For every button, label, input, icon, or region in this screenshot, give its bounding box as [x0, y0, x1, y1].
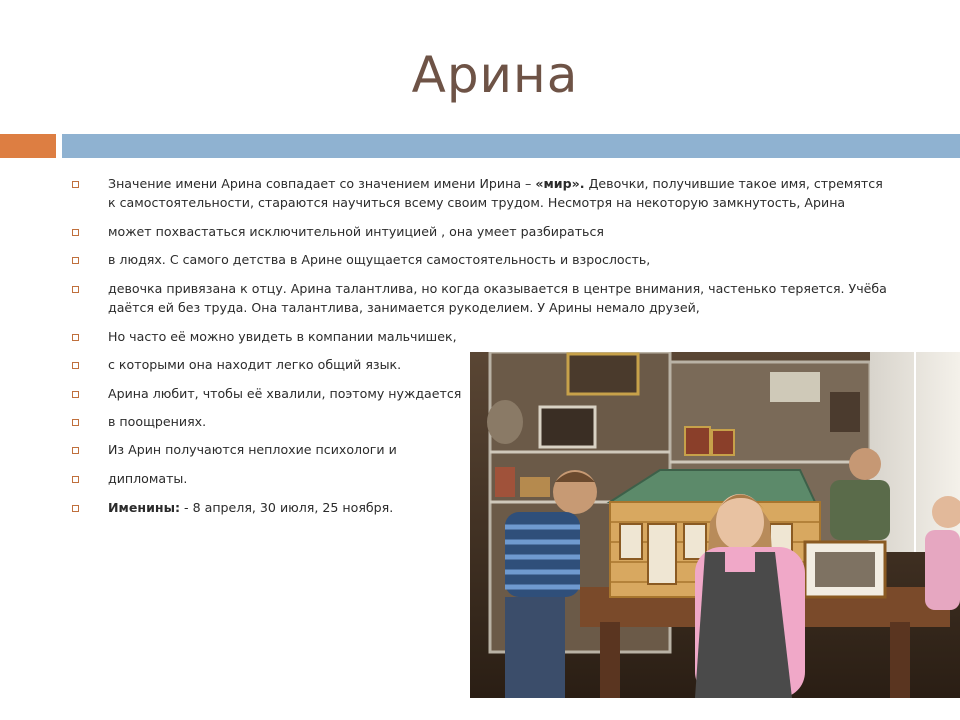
bullet-text: Но часто её можно увидеть в компании мальчишек,: [108, 329, 457, 344]
bullet-square-icon: [72, 505, 79, 512]
bullet-square-icon: [72, 181, 79, 188]
bullet-text: Из Арин получаются неплохие психологи и: [108, 442, 397, 457]
bullet-text: даётся ей без труда. Она талантлива, занимается рукоделием. У Арины немало друзей,: [108, 300, 700, 315]
bullet-square-icon: [72, 362, 79, 369]
bullet-square-icon: [72, 447, 79, 454]
bullet-square-icon: [72, 419, 79, 426]
bullet-square-icon: [72, 334, 79, 341]
bullet-square-icon: [72, 229, 79, 236]
bullet-text: Именины: - 8 апреля, 30 июля, 25 ноября.: [108, 500, 394, 515]
bullet-square-icon: [72, 257, 79, 264]
slide-title: Арина: [411, 46, 579, 104]
bullet-text: Арина любит, чтобы её хвалили, поэтому нуждается: [108, 386, 462, 401]
bullet-text: к самостоятельности, стараются научиться всему своим трудом. Несмотря на некоторую замкнутость, Арина: [108, 195, 846, 210]
bullet-square-icon: [72, 286, 79, 293]
bullet-square-icon: [72, 391, 79, 398]
accent-bar-blue: [62, 134, 960, 158]
museum-photo: [470, 352, 960, 698]
bullet-square-icon: [72, 476, 79, 483]
accent-bar-orange: [0, 134, 56, 158]
bullet-text: в людях. С самого детства в Арине ощущается самостоятельность и взрослость,: [108, 252, 651, 267]
bullet-text: дипломаты.: [108, 471, 188, 486]
bullet-text: может похвастаться исключительной интуицией , она умеет разбираться: [108, 224, 604, 239]
bullet-text: девочка привязана к отцу. Арина талантлива, но когда оказывается в центре внимания, частенько теряется. Учёба: [108, 281, 887, 296]
bullet-text: в поощрениях.: [108, 414, 207, 429]
bullet-text: с которыми она находит легко общий язык.: [108, 357, 402, 372]
bullet-text: Значение имени Арина совпадает со значением имени Ирина – «мир». Девочки, получившие такое имя, стремятся: [108, 176, 883, 191]
